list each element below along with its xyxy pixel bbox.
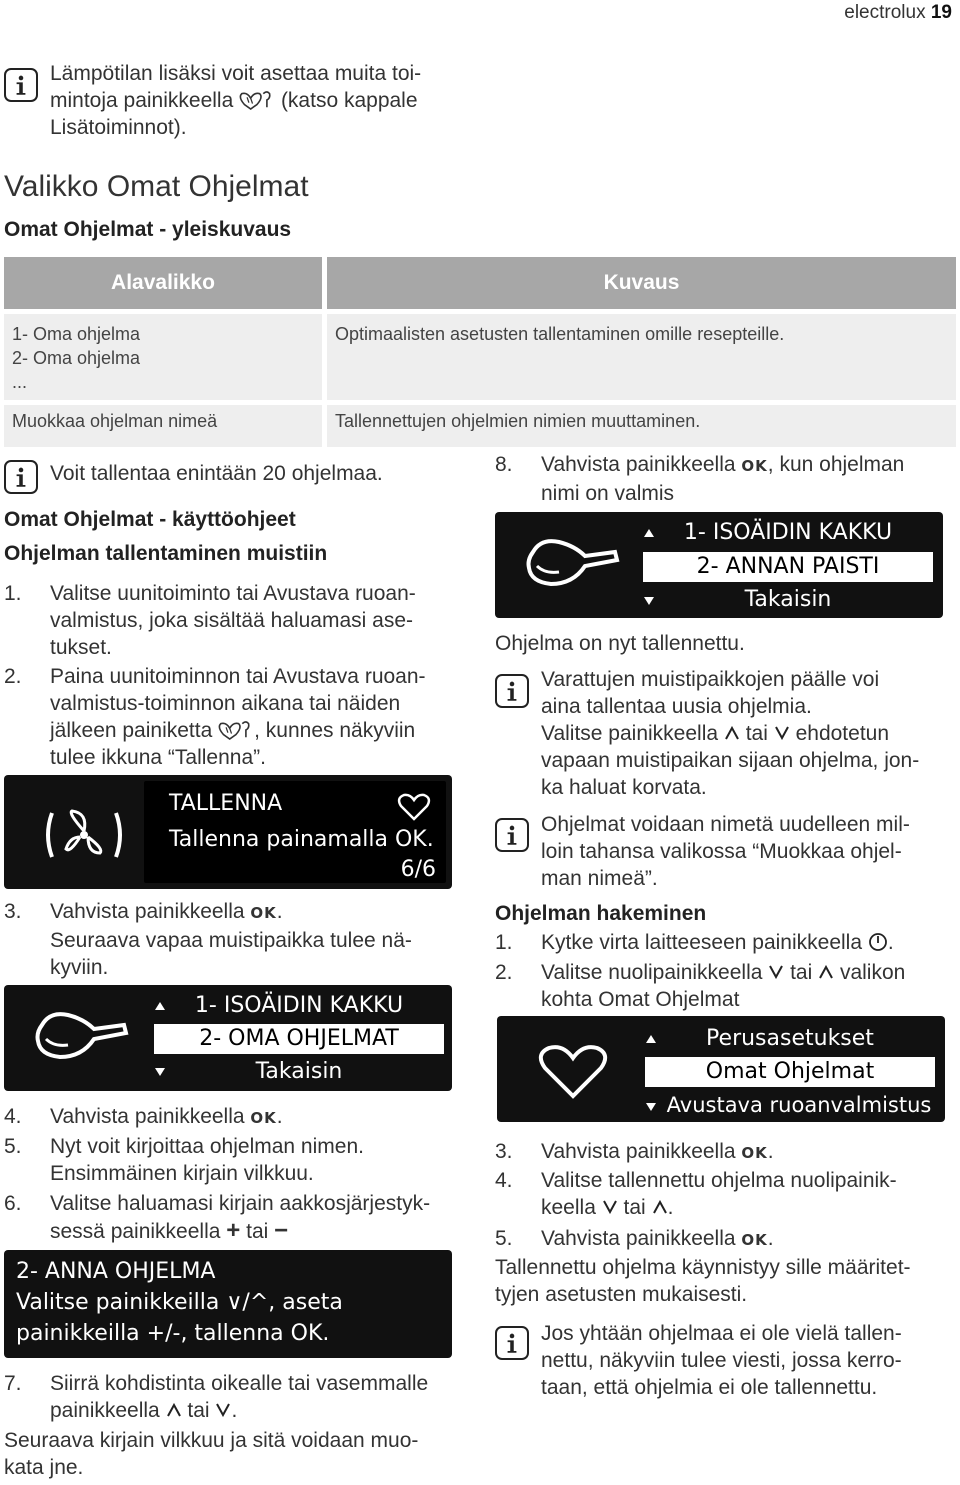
display-saved-list [495, 512, 943, 618]
search-step-3: 3. Vahvista painikkeella OK. [495, 1140, 774, 1163]
up-arrow-icon [724, 726, 740, 740]
table-header-submenu: Alavalikko [4, 257, 327, 309]
note-no-programs: Jos yhtään ohjelmaa ei ole vielä tallen- nettu, näkyviin tulee viesti, jossa kerro- taan, että ohjelmia ei ole tallennettu. [541, 1322, 902, 1399]
heart-icon [397, 793, 431, 821]
display-line-2: Valitse painikkeilla ∨/^, aseta [16, 1290, 343, 1315]
list-item-back: Takaisin [255, 1059, 343, 1084]
list-item-selected: 2- OMA OHJELMAT [154, 1024, 444, 1054]
search-step-1: 1. Kytke virta laitteeseen painikkeella . [495, 931, 894, 954]
overview-table [4, 257, 956, 447]
display-name-entry [4, 1250, 452, 1358]
display-line-3: painikkeilla +/-, tallenna OK. [16, 1321, 330, 1346]
list-item-back: Takaisin [744, 587, 832, 612]
step-3: 3. Vahvista painikkeella OK. Seuraava vapaa muistipaikka tulee nä- kyviin. [4, 900, 412, 979]
down-arrow-icon [645, 1102, 657, 1112]
favourite-button-icon [218, 720, 254, 740]
list-item-selected: 2- ANNAN PAISTI [643, 552, 933, 582]
menu-item: Avustava ruoanvalmistus [666, 1093, 932, 1117]
info-icon [495, 1326, 529, 1360]
display-line: Tallenna painamalla OK. [169, 827, 434, 852]
step-4: 4. Vahvista painikkeella OK. [4, 1105, 283, 1128]
list-item: 1- ISOÄIDIN KAKKU [683, 520, 893, 545]
final-text: Tallennettu ohjelma käynnistyy sille määritet- tyjen asetusten mukaisesti. [495, 1256, 911, 1306]
note-rename: Ohjelmat voidaan nimetä uudelleen mil- loin tahansa valikossa “Muokkaa ohjel- man nimeä”. [541, 813, 910, 890]
step-6: 6. Valitse haluamasi kirjain aakkosjärjestyk- sessä painikkeella + tai − [4, 1192, 431, 1244]
search-step-2: 2. Valitse nuolipainikkeella tai valikon kohta Omat Ohjelmat [495, 961, 906, 1011]
display-main-menu [497, 1016, 945, 1122]
info-icon [495, 818, 529, 852]
save-heading: Ohjelman tallentaminen muistiin [4, 542, 328, 565]
table-row: 1- Oma ohjelma 2- Oma ohjelma ... Optimaalisten asetusten tallentaminen omille resepteille. [4, 309, 956, 400]
heart-icon [537, 1044, 609, 1100]
info-icon [4, 460, 38, 494]
display-line-1: 2- ANNA OHJELMA [16, 1259, 216, 1284]
info-icon [4, 68, 38, 102]
favourite-button-icon [239, 90, 275, 110]
up-arrow-icon [166, 1403, 182, 1417]
section-title: Valikko Omat Ohjelmat [4, 170, 309, 203]
up-arrow-icon [818, 965, 834, 979]
power-icon [868, 932, 888, 952]
display-tallenna [4, 775, 452, 889]
down-arrow-icon [774, 726, 790, 740]
table-row: Muokkaa ohjelman nimeä Tallennettujen ohjelmien nimien muuttaminen. [4, 400, 956, 447]
search-step-4: 4. Valitse tallennettu ohjelma nuolipainik- keella tai . [495, 1169, 897, 1219]
list-item: 1- ISOÄIDIN KAKKU [194, 993, 404, 1018]
step-8: 8. Vahvista painikkeella OK, kun ohjelman nimi on valmis [495, 453, 905, 505]
usage-heading: Omat Ohjelmat - käyttöohjeet [4, 508, 296, 531]
intro-note: Lämpötilan lisäksi voit asettaa muita toi- mintoja painikkeella (katso kappale Lisätoiminnot). [50, 62, 422, 139]
search-step-5: 5. Vahvista painikkeella OK. [495, 1227, 774, 1250]
table-header-description: Kuvaus [327, 257, 956, 309]
after-step-7: Seuraava kirjain vilkkuu ja sitä voidaan muo- kata jne. [4, 1429, 419, 1479]
meat-icon [32, 1007, 132, 1067]
saved-text: Ohjelma on nyt tallennettu. [495, 632, 745, 655]
step-5: 5. Nyt voit kirjoittaa ohjelman nimen. Ensimmäinen kirjain vilkkuu. [4, 1135, 364, 1185]
display-count: 6/6 [400, 857, 436, 882]
menu-item: Perusasetukset [706, 1026, 874, 1051]
menu-item-selected: Omat Ohjelmat [645, 1057, 935, 1087]
display-title: TALLENNA [169, 791, 283, 816]
down-arrow-icon [602, 1200, 618, 1214]
step-1: 1. Valitse uunitoiminto tai Avustava ruoan- valmistus, joka sisältää haluamasi ase- tukset. [4, 582, 416, 659]
brand-name: electrolux [844, 2, 926, 23]
step-2: 2. Paina uunitoiminnon tai Avustava ruoan- valmistus-toiminnon aikana tai näiden jälkeen painiketta , kunnes näkyviin tulee ikkuna “Tallenna”. [4, 665, 426, 769]
down-arrow-icon [768, 965, 784, 979]
up-arrow-icon [652, 1200, 668, 1214]
step-7: 7. Siirrä kohdistinta oikealle tai vasemmalle painikkeella tai . [4, 1372, 429, 1422]
search-heading: Ohjelman hakeminen [495, 902, 707, 925]
info-icon [495, 674, 529, 708]
overview-heading: Omat Ohjelmat - yleiskuvaus [4, 218, 292, 241]
fan-icon [44, 805, 124, 865]
page-number: 19 [930, 2, 952, 23]
page-header [844, 2, 952, 24]
meat-icon [523, 534, 623, 594]
down-arrow-icon [215, 1403, 231, 1417]
display-program-list [4, 985, 452, 1091]
note-overwrite: Varattujen muistipaikkojen päälle voi aina tallentaa uusia ohjelmia. Valitse painikkeella tai ehdotetun vapaan muistipaikan sijaan ohjelma, jon- ka haluat korvata. [541, 668, 920, 799]
note-max-programs: Voit tallentaa enintään 20 ohjelmaa. [50, 462, 383, 485]
